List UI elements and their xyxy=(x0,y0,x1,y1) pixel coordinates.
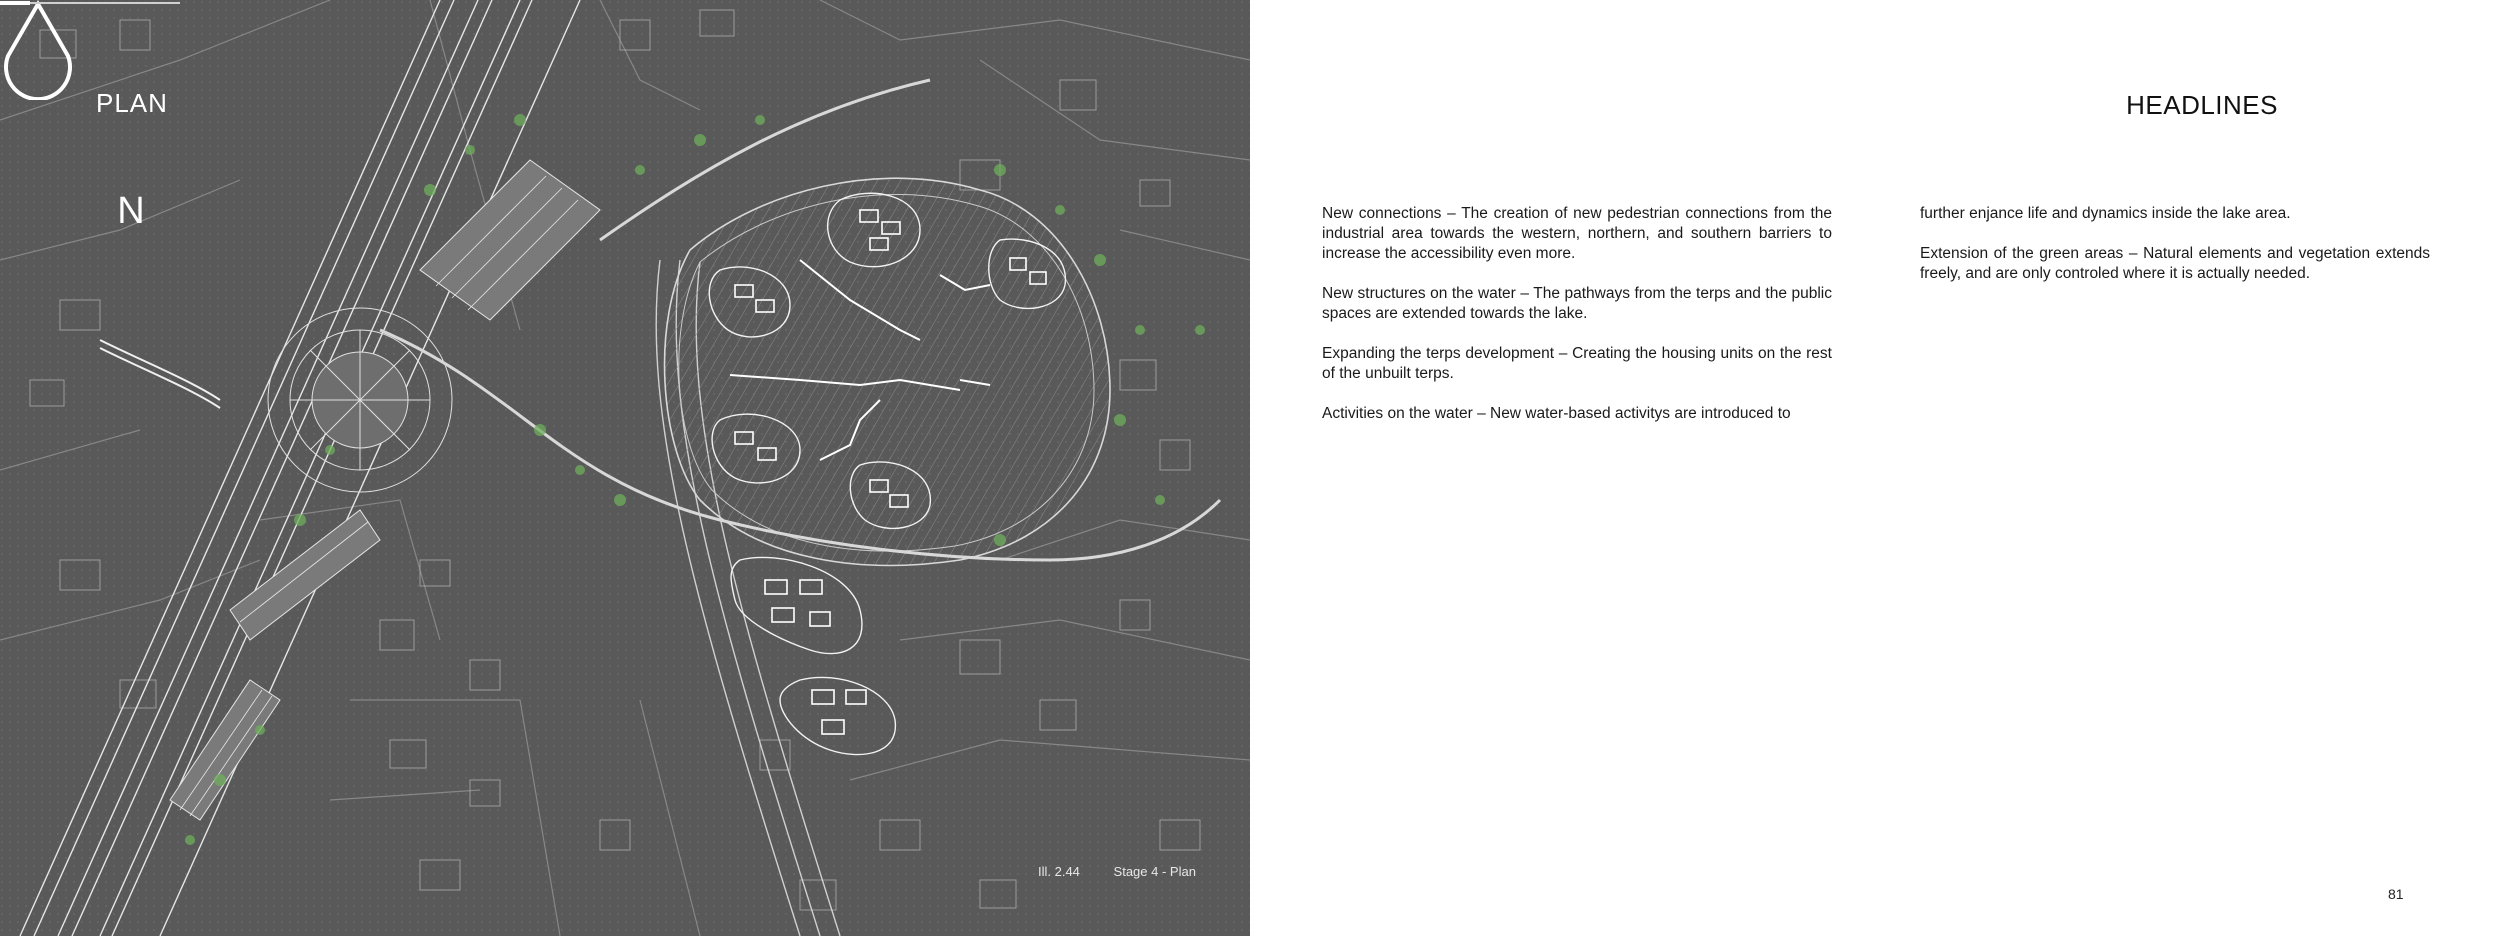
page-headline: HEADLINES xyxy=(2126,90,2278,120)
text-page xyxy=(1250,0,2500,936)
north-arrow-icon xyxy=(0,0,76,100)
caption-label: Ill. 2.44 xyxy=(1038,864,1080,879)
paragraph-new-structures: New structures on the water – The pathways from the terps and the public spaces are extended towards the lake. xyxy=(1322,285,1832,322)
paragraph-activities-water: Activities on the water – New water-based activitys are introduced to xyxy=(1322,405,1791,422)
plan-title: PLAN xyxy=(96,88,168,118)
paragraph-green-areas: Extension of the green areas – Natural elements and vegetation extends freely, and are only controled where it is actually needed. xyxy=(1920,245,2430,282)
paragraph-activities-continued: further enjance life and dynamics inside the lake area. xyxy=(1920,205,2291,222)
paragraph-new-connections: New connections – The creation of new pedestrian connections from the industrial area towards the western, northern, and southern barriers to increase the accessibility even more. xyxy=(1322,205,1832,262)
text-column-left xyxy=(1322,204,1832,444)
figure-caption xyxy=(1038,864,1196,879)
text-column-right xyxy=(1920,204,2430,304)
page-number: 81 xyxy=(2388,886,2404,902)
paragraph-expanding-terps: Expanding the terps development – Creating the housing units on the rest of the unbuilt terps. xyxy=(1322,345,1832,382)
caption-text: Stage 4 - Plan xyxy=(1113,864,1196,879)
scale-bar xyxy=(0,0,180,8)
north-label: N xyxy=(117,190,145,232)
